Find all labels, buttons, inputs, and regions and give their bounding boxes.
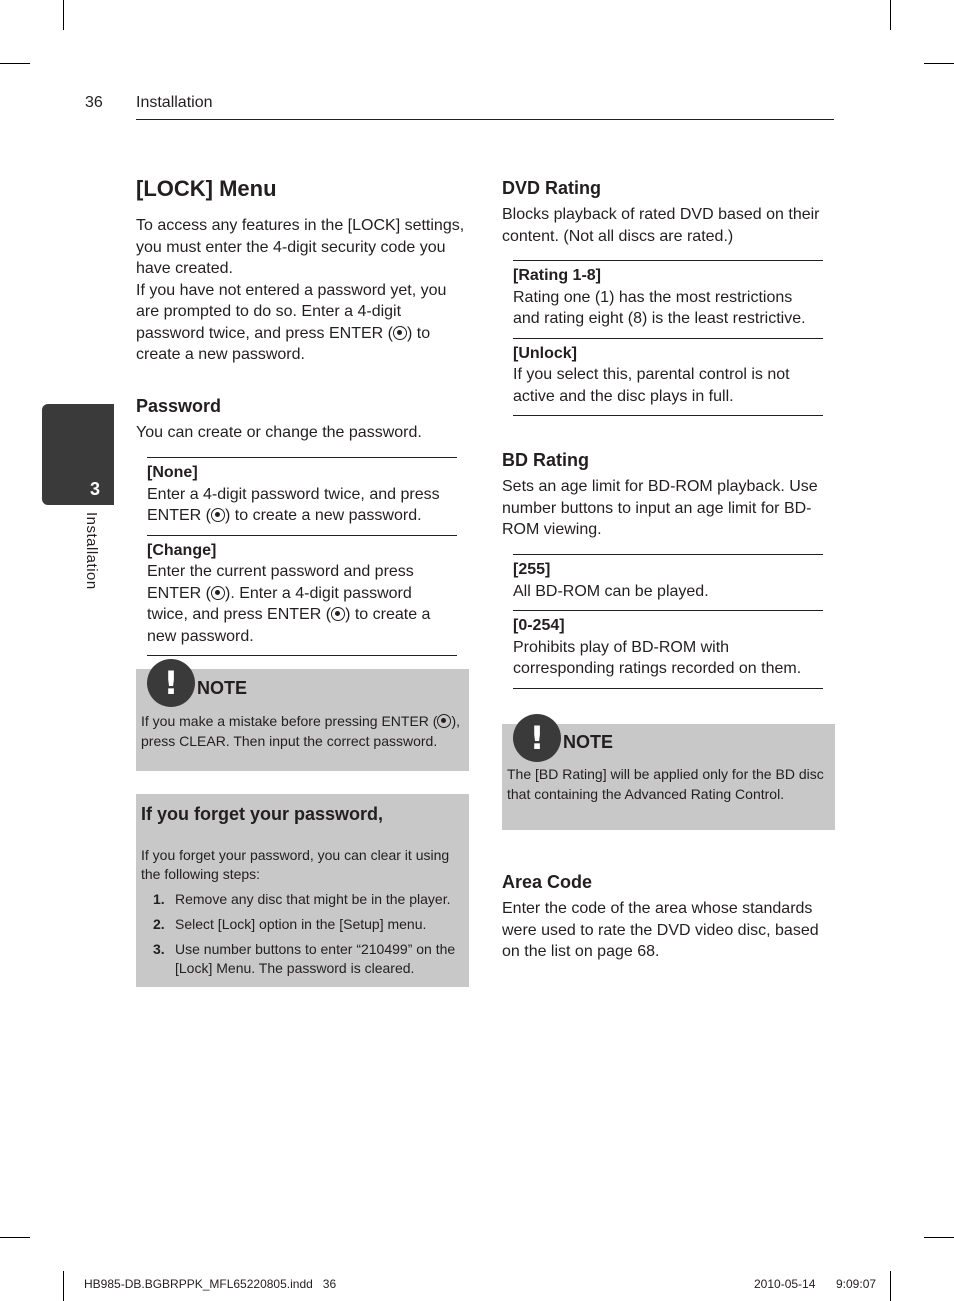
intro-paragraph-2b: ) to create a new password.: [136, 324, 431, 363]
option-row: [147, 535, 457, 657]
page-number: 36: [85, 94, 103, 111]
option-text: All BD-ROM can be played.: [513, 582, 709, 600]
option-title: [255]: [513, 561, 551, 578]
option-text: Prohibits play of BD-ROM with corresponding ratings recorded on them.: [513, 638, 802, 677]
header-divider: [136, 119, 834, 120]
option-row: [513, 610, 823, 689]
option-title: [None]: [147, 464, 198, 481]
note-text: [141, 711, 463, 751]
option-title: [Unlock]: [513, 344, 577, 362]
note-text-part: If you make a mistake before pressing ENTER (: [141, 713, 438, 729]
chapter-number: 3: [89, 479, 100, 499]
enter-icon: [437, 714, 451, 728]
forget-password-box: [136, 794, 469, 987]
option-title: [0-254]: [513, 617, 565, 634]
note-title: NOTE: [197, 678, 248, 698]
option-text-part: ) to create a new password.: [225, 507, 422, 524]
enter-icon: [211, 586, 225, 600]
crop-mark: [924, 63, 954, 64]
forget-title: If you forget your password,: [141, 804, 384, 824]
dvd-rating-table: [513, 260, 823, 416]
footer-time: 9:09:07: [836, 1277, 877, 1291]
enter-icon: [331, 607, 345, 621]
step-text: Remove any disc that might be in the player.: [175, 891, 451, 907]
option-text-part: ). Enter a 4-digit password twice, and press ENTER (: [147, 584, 412, 623]
option-text: If you select this, parental control is not active and the disc plays in full.: [513, 366, 790, 405]
intro-text: [136, 215, 469, 366]
option-text-part: ) to create a new password.: [147, 606, 431, 645]
password-desc: You can create or change the password.: [136, 424, 422, 441]
bd-rating-table: [513, 554, 823, 689]
step-number: 3.: [153, 941, 165, 957]
enter-icon: [211, 508, 225, 522]
crop-mark: [0, 63, 30, 64]
note-box: [502, 719, 835, 830]
note-text-part: ), press CLEAR. Then input the correct password.: [141, 713, 461, 749]
dvd-rating-desc: Blocks playback of rated DVD based on their content. (Not all discs are rated.): [502, 206, 820, 245]
intro-paragraph-2a: If you have not entered a password yet, you are prompted to do so. Enter a 4-digit password twice, and press ENTER (: [136, 281, 447, 342]
password-heading: Password: [136, 396, 222, 416]
option-row: [513, 338, 823, 417]
option-text: Rating one (1) has the most restrictions and rating eight (8) is the least restrictive.: [513, 288, 806, 327]
enter-icon: [393, 326, 407, 340]
area-code-heading: Area Code: [502, 872, 593, 892]
warning-icon: !: [513, 714, 561, 762]
step-item: [141, 890, 463, 909]
crop-mark: [0, 1237, 30, 1238]
step-number: 1.: [153, 891, 165, 907]
crop-mark: [924, 1237, 954, 1238]
bd-rating-desc: Sets an age limit for BD-ROM playback. Use number buttons to input an age limit for BD-ROM viewing.: [502, 478, 818, 538]
option-row: [147, 457, 457, 535]
forget-steps: [141, 890, 463, 984]
chapter-tab: [42, 404, 114, 505]
page-title: [LOCK] Menu: [136, 176, 277, 201]
note-text: The [BD Rating] will be applied only for the BD disc that containing the Advanced Rating Control.: [507, 766, 824, 802]
step-number: 2.: [153, 916, 165, 932]
step-text: Select [Lock] option in the [Setup] menu.: [175, 916, 427, 932]
footer-date: 2010-05-14: [754, 1277, 816, 1291]
option-text-part: Enter the current password and press ENTER (: [147, 563, 414, 602]
note-title: NOTE: [563, 732, 614, 752]
step-text: Use number buttons to enter “210499” on the [Lock] Menu. The password is cleared.: [175, 941, 456, 976]
crop-mark: [890, 0, 891, 30]
area-code-desc: Enter the code of the area whose standards were used to rate the DVD video disc, based on the list on page 68.: [502, 900, 819, 960]
option-title: [Rating 1-8]: [513, 267, 601, 284]
option-title: [Change]: [147, 541, 217, 559]
dvd-rating-heading: DVD Rating: [502, 178, 601, 198]
crop-mark: [63, 1271, 64, 1301]
bd-rating-heading: BD Rating: [502, 450, 589, 470]
crop-mark: [63, 0, 64, 30]
header-section: Installation: [136, 94, 213, 111]
forget-intro: If you forget your password, you can clear it using the following steps:: [141, 847, 450, 882]
step-item: [141, 915, 463, 934]
chapter-label: Installation: [83, 512, 100, 590]
footer-file: HB985-DB.BGBRPPK_MFL65220805.indd 36: [84, 1277, 337, 1291]
note-box: [136, 664, 469, 771]
option-row: [513, 260, 823, 338]
option-text-part: Enter a 4-digit password twice, and press ENTER (: [147, 485, 440, 524]
step-item: [141, 940, 463, 978]
option-row: [513, 554, 823, 610]
password-options-table: [147, 457, 457, 656]
crop-mark: [890, 1271, 891, 1301]
option-text: [147, 561, 457, 647]
option-text: [147, 484, 457, 527]
warning-icon: !: [147, 659, 195, 707]
intro-paragraph-1: To access any features in the [LOCK] settings, you must enter the 4-digit security code you have created.: [136, 217, 465, 277]
